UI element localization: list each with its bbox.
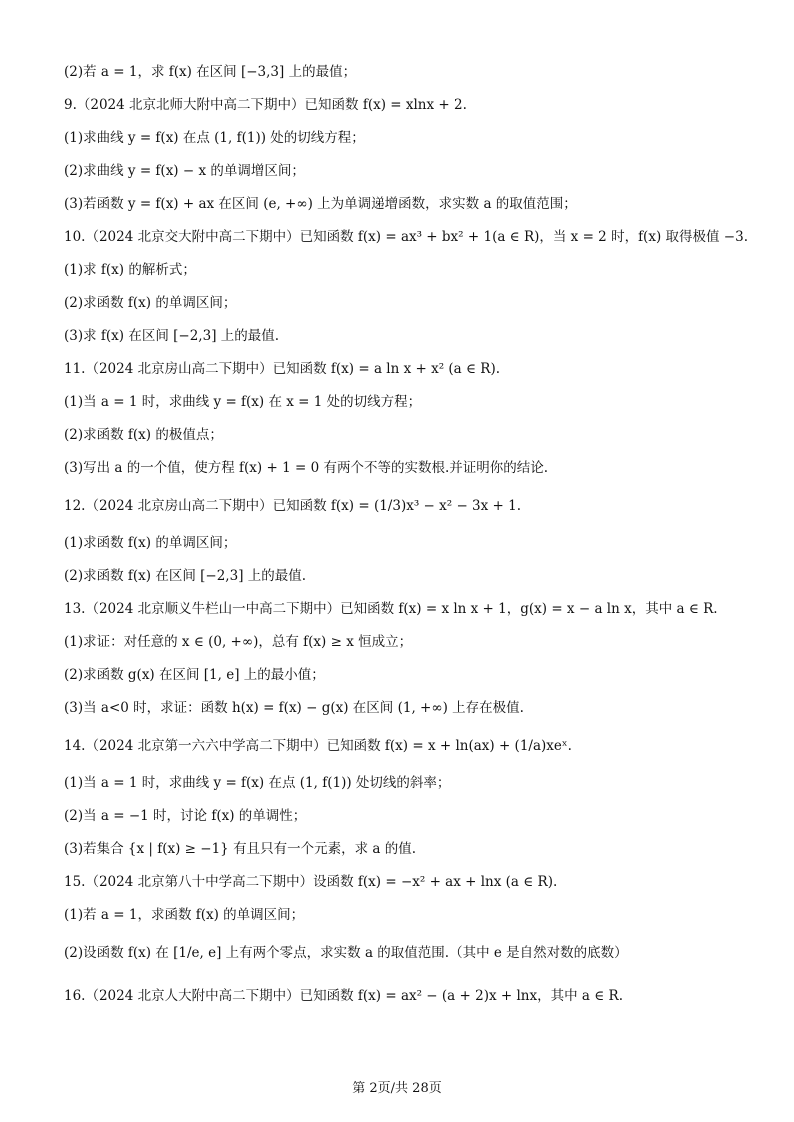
- question-9-stem: 9.（2024 北京北师大附中高二下期中）已知函数 f(x) = xlnx + 2.: [64, 97, 467, 113]
- question-13-stem: 13.（2024 北京顺义牛栏山一中高二下期中）已知函数 f(x) = x ln x + 1，g(x) = x − a ln x，其中 a ∈ R.: [64, 601, 718, 617]
- text-line: (2)求函数 f(x) 的极值点；: [64, 427, 223, 443]
- text-line: (3)求 f(x) 在区间 [−2,3] 上的最值.: [64, 328, 280, 344]
- question-14-stem: 14.（2024 北京第一六六中学高二下期中）已知函数 f(x) = x + ln(ax) + (1/a)xeˣ.: [64, 738, 572, 754]
- text-line: (2)求曲线 y = f(x) − x 的单调增区间；: [64, 163, 305, 179]
- question-12-stem: 12.（2024 北京房山高二下期中）已知函数 f(x) = (1/3)x³ − x² − 3x + 1.: [64, 498, 522, 514]
- text-line: (2)若 a = 1，求 f(x) 在区间 [−3,3] 上的最值；: [64, 64, 357, 80]
- text-line: (2)求函数 g(x) 在区间 [1, e] 上的最小值；: [64, 667, 325, 683]
- text-line: (1)求曲线 y = f(x) 在点 (1, f(1)) 处的切线方程；: [64, 130, 365, 146]
- text-line: (3)当 a<0 时，求证：函数 h(x) = f(x) − g(x) 在区间 (1, +∞) 上存在极值.: [64, 700, 524, 716]
- text-line: (3)若函数 y = f(x) + ax 在区间 (e, +∞) 上为单调递增函数，求实数 a 的取值范围；: [64, 196, 577, 212]
- question-10-stem: 10.（2024 北京交大附中高二下期中）已知函数 f(x) = ax³ + bx² + 1(a ∈ R)，当 x = 2 时，f(x) 取得极值 −3.: [64, 229, 748, 245]
- question-15-stem: 15.（2024 北京第八十中学高二下期中）设函数 f(x) = −x² + ax + lnx (a ∈ R).: [64, 874, 558, 890]
- text-line: (1)求证：对任意的 x ∈ (0, +∞)，总有 f(x) ≥ x 恒成立；: [64, 634, 413, 650]
- text-line: (3)写出 a 的一个值，使方程 f(x) + 1 = 0 有两个不等的实数根.并证明你的结论.: [64, 460, 549, 476]
- text-line: (1)求函数 f(x) 的单调区间；: [64, 535, 237, 551]
- text-line: (1)当 a = 1 时，求曲线 y = f(x) 在点 (1, f(1)) 处切线的斜率；: [64, 775, 451, 791]
- question-16-stem: 16.（2024 北京人大附中高二下期中）已知函数 f(x) = ax² − (a + 2)x + lnx，其中 a ∈ R.: [64, 988, 623, 1004]
- text-line: (2)求函数 f(x) 的单调区间；: [64, 295, 237, 311]
- text-line: (2)设函数 f(x) 在 [1/e, e] 上有两个零点，求实数 a 的取值范围.（其中 e 是自然对数的底数）: [64, 945, 628, 961]
- text-line: (1)若 a = 1，求函数 f(x) 的单调区间；: [64, 907, 305, 923]
- page-number: 第 2页/共 28页: [352, 1081, 442, 1096]
- text-line: (1)求 f(x) 的解析式；: [64, 262, 196, 278]
- text-line: (2)当 a = −1 时，讨论 f(x) 的单调性；: [64, 808, 307, 824]
- question-11-stem: 11.（2024 北京房山高二下期中）已知函数 f(x) = a ln x + x² (a ∈ R).: [64, 361, 501, 377]
- text-line: (3)若集合 {x | f(x) ≥ −1} 有且只有一个元素，求 a 的值.: [64, 841, 416, 857]
- text-line: (1)当 a = 1 时，求曲线 y = f(x) 在 x = 1 处的切线方程；: [64, 394, 422, 410]
- text-line: (2)求函数 f(x) 在区间 [−2,3] 上的最值.: [64, 568, 307, 584]
